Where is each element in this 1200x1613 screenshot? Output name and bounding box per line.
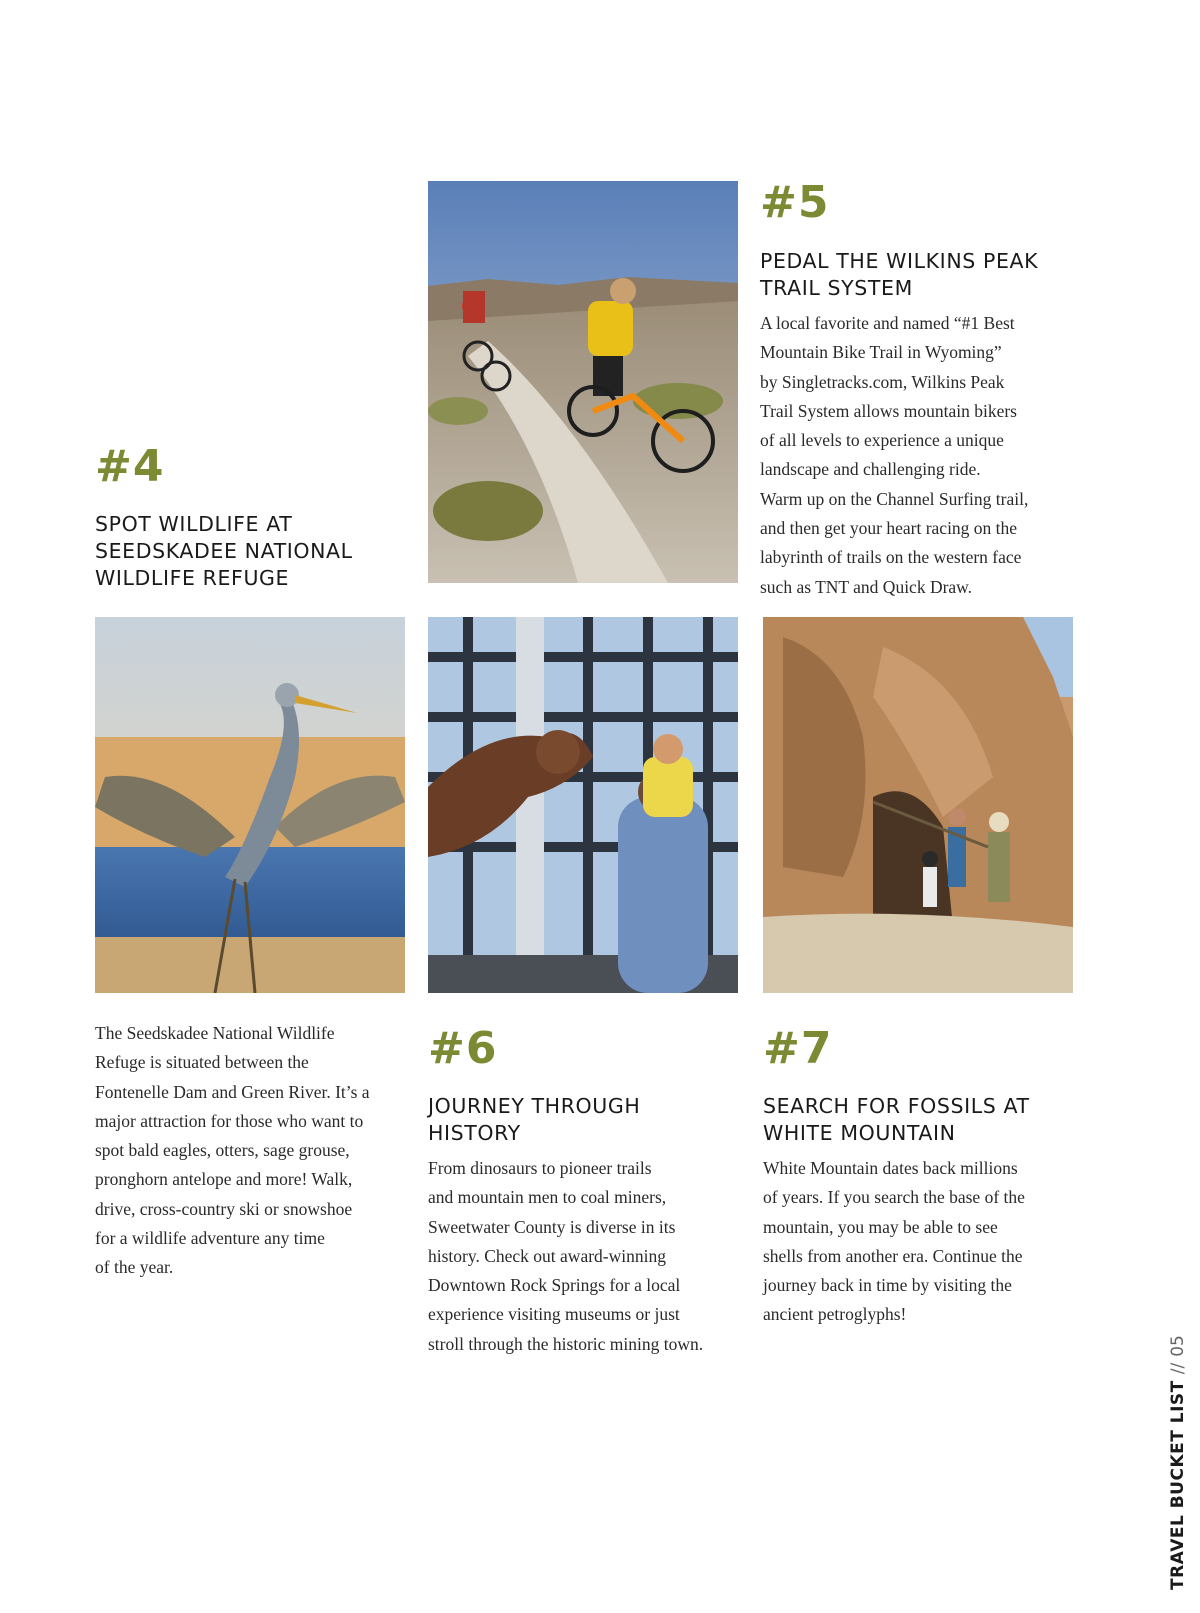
white-mountain-photo [763,617,1073,993]
item-6-number: #6 [428,1023,498,1074]
item-7-body: White Mountain dates back millions of years. If you search the base of the mountain, you may be able to see shells from another era. Continue the journey back in time by visiting the ancient petroglyphs! [763,1158,1025,1325]
item-7-heading: SEARCH FOR FOSSILS AT WHITE MOUNTAIN [763,1094,1030,1145]
item-6-body: From dinosaurs to pioneer trails and mountain men to coal miners, Sweetwater County is diverse in its history. Check out award-winning Downtown Rock Springs for a local experience visiting museums or just stroll through the historic mining town. [428,1158,704,1354]
dinosaur-museum-photo [428,617,738,993]
heron-photo [95,617,405,993]
item-5-number: #5 [760,177,830,228]
page-number: 05 [1168,1335,1188,1357]
item-5-heading: PEDAL THE WILKINS PEAK TRAIL SYSTEM [760,249,1039,300]
item-4-number: #4 [95,441,165,492]
footer-separator: // [1168,1362,1188,1375]
mountain-bike-photo [428,181,738,583]
item-4-body: The Seedskadee National Wildlife Refuge is situated between the Fontenelle Dam and Green River. It’s a major attraction for those who want to spot bald eagles, otters, sage grouse, pronghorn antelope and more! Walk, drive, cross-country ski or snowshoe for a wildlife adventure any time of the year. [95,1023,370,1278]
item-5-body: A local favorite and named “#1 Best Mountain Bike Trail in Wyoming” by Singletracks.com, Wilkins Peak Trail System allows mountain bikers of all levels to experience a unique landscape and challenging ride. Warm up on the Channel Surfing trail, and then get your heart racing on the labyrinth of trails on the western face such as TNT and Quick Draw. [760,313,1029,597]
item-6-heading: JOURNEY THROUGH HISTORY [428,1094,641,1145]
page-footer [1168,1335,1188,1590]
item-4-heading: SPOT WILDLIFE AT SEEDSKADEE NATIONAL WILDLIFE REFUGE [95,512,353,590]
item-7-number: #7 [763,1023,833,1074]
footer-title: TRAVEL BUCKET LIST [1168,1380,1188,1590]
